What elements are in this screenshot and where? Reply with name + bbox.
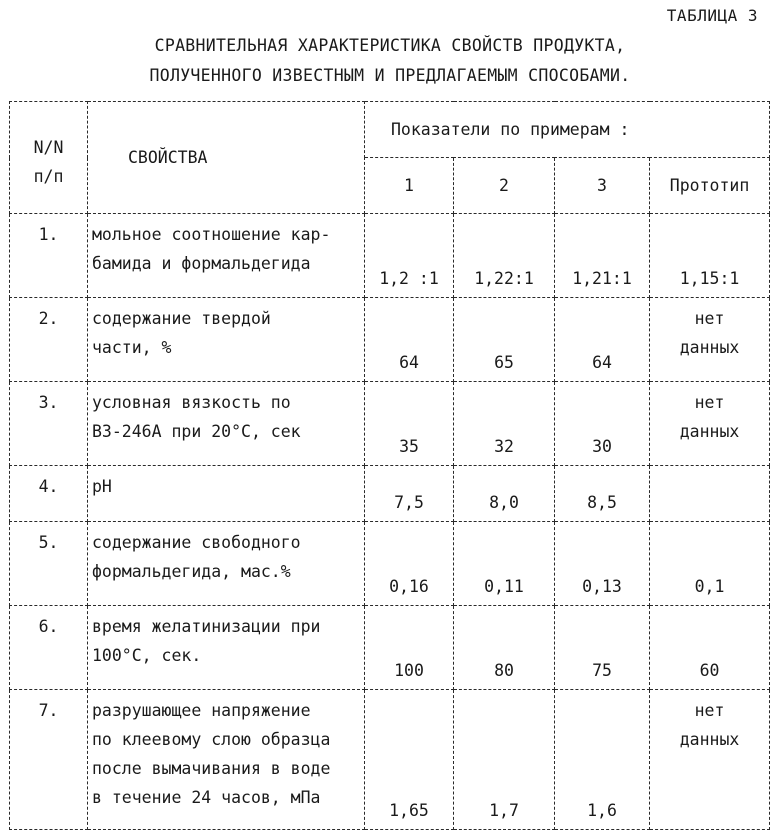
header-col-2: 2 (454, 158, 555, 214)
row-value-example-3: 1,21:1 (555, 214, 650, 298)
row-value-example-2: 8,0 (454, 466, 555, 522)
row-value-prototype (650, 214, 770, 298)
prototype-line: нет (694, 309, 725, 328)
header-group-label: Показатели по примерам : (391, 120, 630, 139)
row-value-example-1: 35 (365, 382, 454, 466)
header-col-3: 3 (555, 158, 650, 214)
header-row-1 (10, 102, 770, 158)
header-num-line-1: N/N (33, 137, 64, 157)
row-property (88, 466, 365, 522)
row-value-example-1: 100 (365, 606, 454, 690)
property-line: условная вязкость по (92, 393, 291, 412)
header-num-cell (10, 102, 88, 214)
row-property (88, 690, 365, 830)
property-line: формальдегида, мас.% (92, 562, 291, 581)
prototype-line: 1,15:1 (679, 269, 740, 288)
row-value-prototype (650, 382, 770, 466)
header-property-cell (88, 102, 365, 214)
prototype-line: 0,1 (694, 577, 725, 596)
row-value-example-3: 0,13 (555, 522, 650, 606)
row-value-prototype (650, 298, 770, 382)
row-property (88, 522, 365, 606)
property-line: ВЗ-246А при 20°С, сек (92, 422, 301, 441)
row-number: 4. (10, 466, 88, 522)
table-row (10, 382, 770, 466)
row-value-example-2: 1,22:1 (454, 214, 555, 298)
row-property (88, 382, 365, 466)
row-number: 7. (10, 690, 88, 830)
row-number: 2. (10, 298, 88, 382)
row-property (88, 298, 365, 382)
row-number: 3. (10, 382, 88, 466)
property-line: по клеевому слою образца (92, 730, 331, 749)
table-row (10, 690, 770, 830)
row-value-example-1: 1,2 :1 (365, 214, 454, 298)
row-property (88, 606, 365, 690)
row-property (88, 214, 365, 298)
prototype-line: нет (694, 393, 725, 412)
table-row (10, 522, 770, 606)
property-line: части, % (92, 338, 172, 357)
comparison-table (9, 101, 770, 830)
header-col-prototype: Прототип (650, 158, 770, 214)
row-value-example-3: 8,5 (555, 466, 650, 522)
prototype-line: 60 (699, 661, 720, 680)
table-title-line-2: ПОЛУЧЕННОГО ИЗВЕСТНЫМ И ПРЕДЛАГАЕМЫМ СПОСОБАМИ. (149, 66, 631, 85)
row-value-example-2: 32 (454, 382, 555, 466)
row-value-example-1: 64 (365, 298, 454, 382)
table-row (10, 466, 770, 522)
row-value-prototype (650, 690, 770, 830)
row-number: 6. (10, 606, 88, 690)
property-line: содержание твердой (92, 309, 271, 328)
row-value-example-2: 1,7 (454, 690, 555, 830)
property-line: в течение 24 часов, мПа (92, 788, 321, 807)
row-value-example-3: 1,6 (555, 690, 650, 830)
prototype-line: данных (679, 730, 740, 749)
prototype-line: нет (694, 701, 725, 720)
header-group-cell (365, 102, 770, 158)
row-value-prototype (650, 606, 770, 690)
header-property-label: СВОЙСТВА (128, 148, 208, 167)
header-num-line-2: п/п (33, 166, 64, 186)
prototype-line: данных (679, 422, 740, 441)
table-row (10, 214, 770, 298)
row-value-example-2: 0,11 (454, 522, 555, 606)
property-line: рН (92, 477, 112, 496)
property-line: содержание свободного (92, 533, 301, 552)
table-number-label: ТАБЛИЦА 3 (666, 6, 758, 25)
row-value-example-2: 65 (454, 298, 555, 382)
property-line: разрушающее напряжение (92, 701, 311, 720)
header-col-1: 1 (365, 158, 454, 214)
row-value-example-3: 75 (555, 606, 650, 690)
row-value-example-3: 30 (555, 382, 650, 466)
property-line: 100°С, сек. (92, 646, 202, 665)
table-title-line-1: СРАВНИТЕЛЬНАЯ ХАРАКТЕРИСТИКА СВОЙСТВ ПРОДУКТА, (154, 36, 626, 55)
table-row (10, 606, 770, 690)
property-line: мольное соотношение кар- (92, 225, 331, 244)
table-row (10, 298, 770, 382)
row-value-example-1: 0,16 (365, 522, 454, 606)
row-value-prototype (650, 522, 770, 606)
row-value-prototype (650, 466, 770, 522)
row-value-example-3: 64 (555, 298, 650, 382)
property-line: после вымачивания в воде (92, 759, 331, 778)
property-line: время желатинизации при (92, 617, 321, 636)
row-value-example-1: 1,65 (365, 690, 454, 830)
prototype-line: данных (679, 338, 740, 357)
row-value-example-2: 80 (454, 606, 555, 690)
row-value-example-1: 7,5 (365, 466, 454, 522)
property-line: бамида и формальдегида (92, 254, 311, 273)
row-number: 1. (10, 214, 88, 298)
row-number: 5. (10, 522, 88, 606)
